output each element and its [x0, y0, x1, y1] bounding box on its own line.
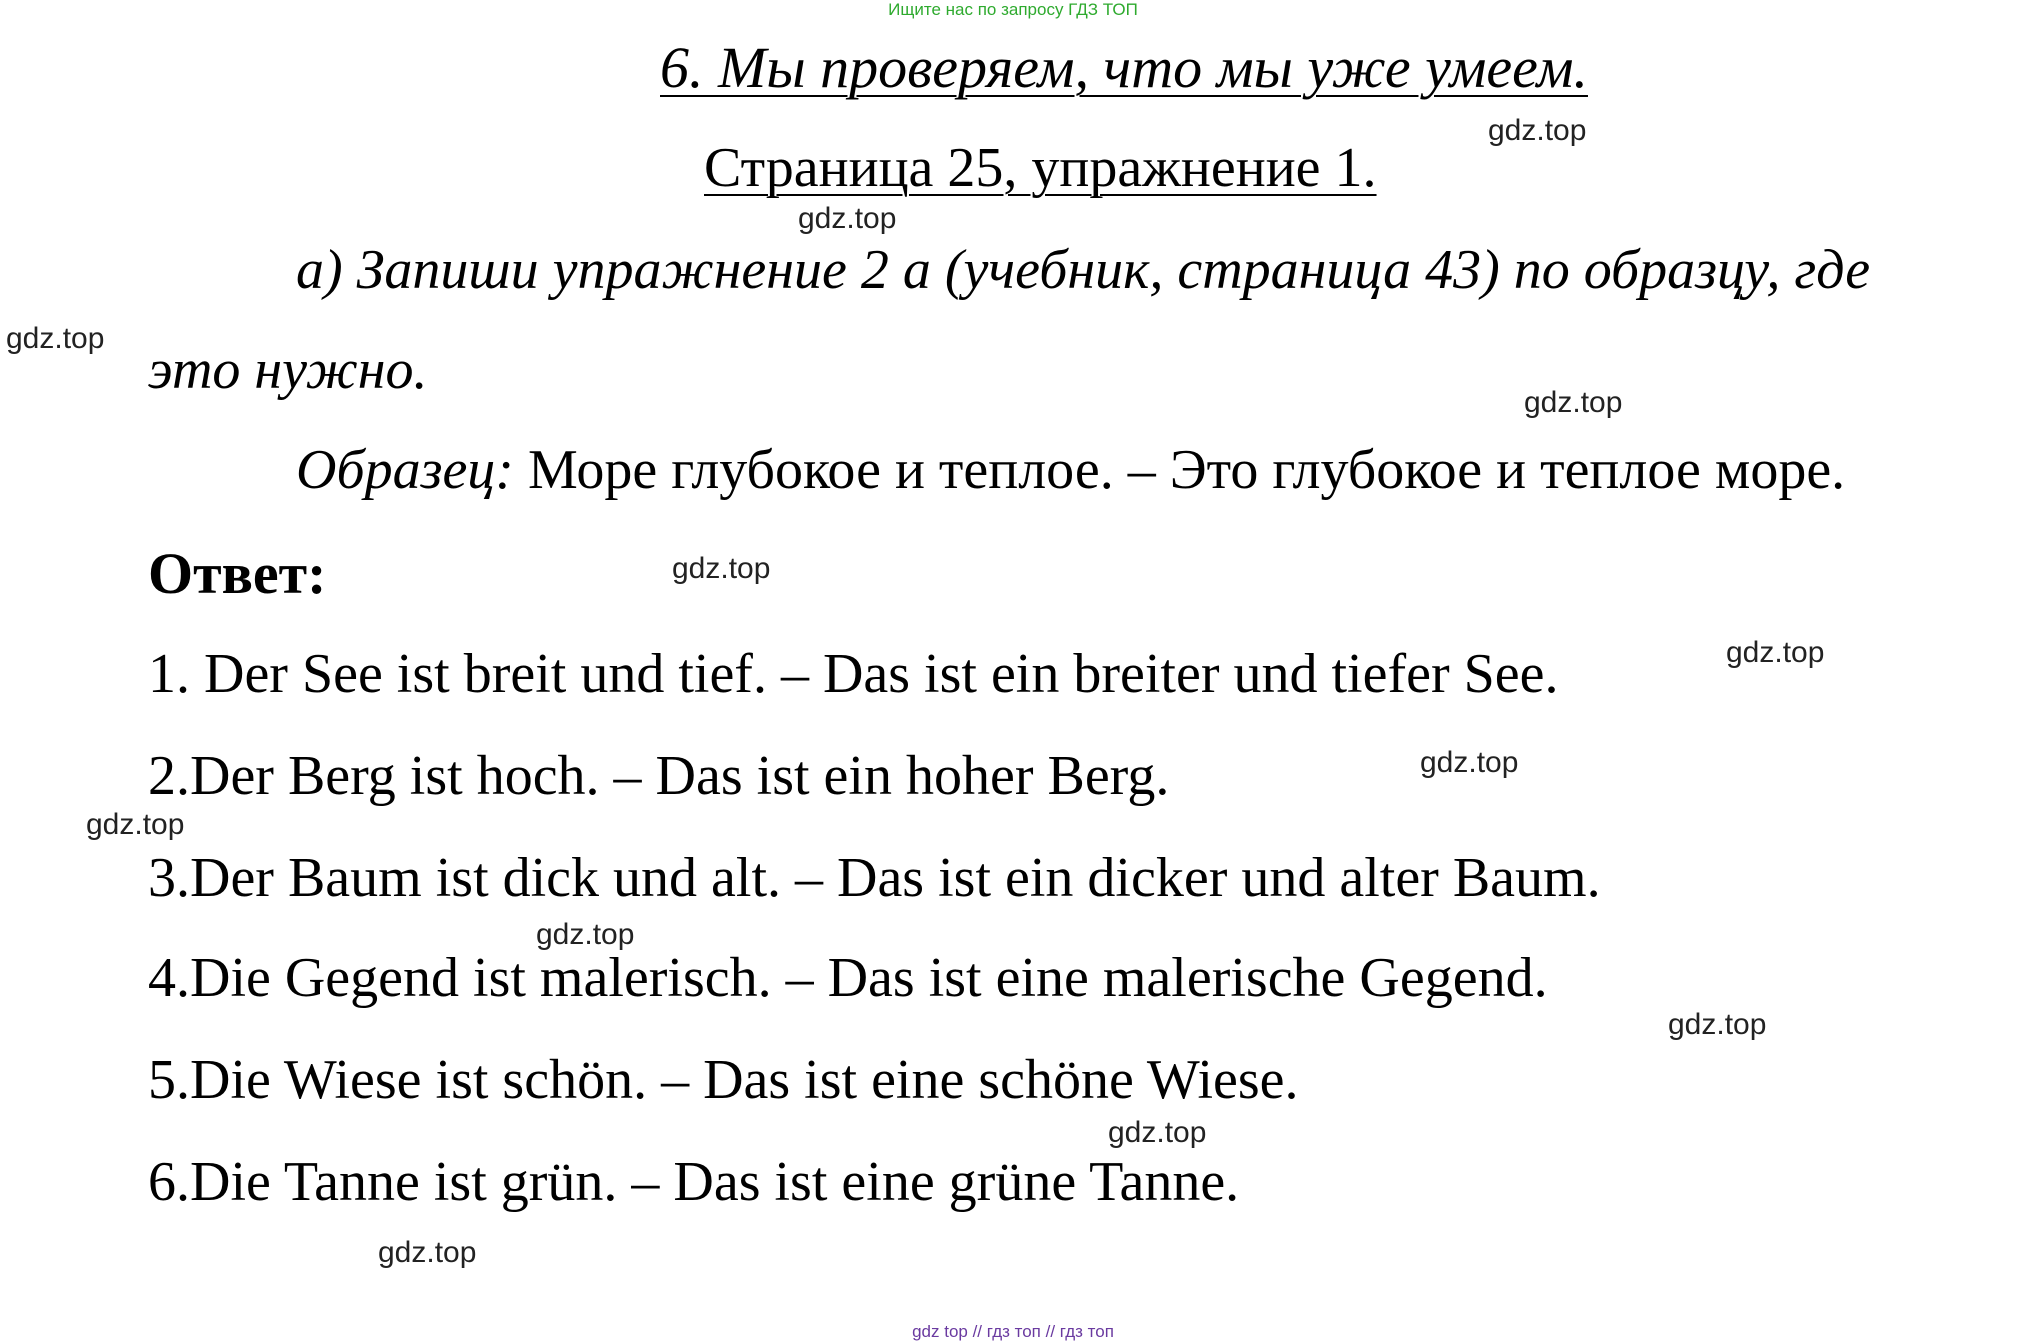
footer-credits: gdz top // гдз топ // гдз топ — [912, 1322, 1114, 1341]
answer-line: 3.Der Baum ist dick und alt. – Das ist ein dicker und alter Baum. — [148, 847, 1601, 909]
watermark: gdz.top — [1108, 1116, 1207, 1149]
task-instruction-line-1: а) Запиши упражнение 2 а (учебник, страница 43) по образцу, где — [296, 239, 1871, 301]
watermark: gdz.top — [1488, 114, 1587, 147]
answer-heading: Ответ: — [148, 541, 327, 606]
section-title: 6. Мы проверяем, что мы уже умеем. — [660, 35, 1588, 100]
task-instruction-line-2: это нужно. — [148, 339, 428, 401]
watermark: gdz.top — [1668, 1008, 1767, 1041]
answer-line: 2.Der Berg ist hoch. – Das ist ein hoher Berg. — [148, 745, 1170, 807]
watermark: gdz.top — [6, 322, 105, 355]
watermark: gdz.top — [1524, 386, 1623, 419]
answer-line: 1. Der See ist breit und tief. – Das ist ein breiter und tiefer See. — [148, 643, 1559, 705]
watermark: gdz.top — [86, 808, 185, 841]
watermark: gdz.top — [1420, 746, 1519, 779]
watermark: gdz.top — [672, 552, 771, 585]
answer-line: 6.Die Tanne ist grün. – Das ist eine grüne Tanne. — [148, 1151, 1240, 1213]
watermark: gdz.top — [378, 1236, 477, 1269]
watermark: gdz.top — [1726, 636, 1825, 669]
answer-line: 4.Die Gegend ist malerisch. – Das ist eine malerische Gegend. — [148, 947, 1548, 1009]
sample-label: Образец: — [296, 439, 514, 501]
page-title: Страница 25, упражнение 1. — [704, 137, 1377, 199]
watermark: gdz.top — [536, 918, 635, 951]
answer-line: 5.Die Wiese ist schön. – Das ist eine schöne Wiese. — [148, 1049, 1299, 1111]
sample-line — [296, 438, 1845, 502]
sample-text: Море глубокое и теплое. – Это глубокое и теплое море. — [513, 439, 1846, 501]
promo-banner: Ищите нас по запросу ГДЗ ТОП — [888, 0, 1138, 19]
watermark: gdz.top — [798, 202, 897, 235]
